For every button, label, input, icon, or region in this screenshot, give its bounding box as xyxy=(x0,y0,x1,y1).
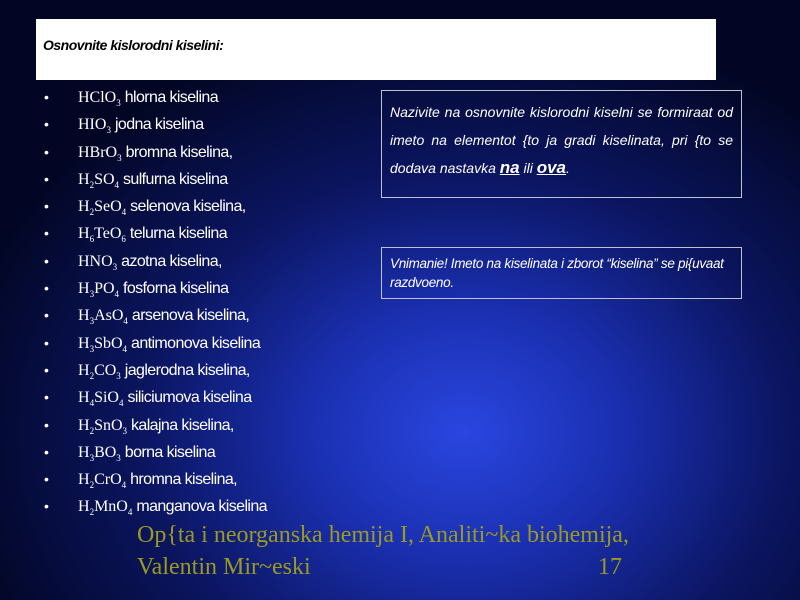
acid-name: telurna kiselina xyxy=(129,225,228,243)
acid-list-item xyxy=(44,220,267,247)
acid-formula: $HNO_3$ xyxy=(78,252,118,272)
acid-name: azotna kiselina, xyxy=(121,252,222,270)
acid-name: sulfurna kiselina xyxy=(123,170,228,188)
acid-list-item xyxy=(44,357,267,384)
acid-list-item xyxy=(44,111,267,138)
bullet-icon: • xyxy=(44,307,49,324)
title-box xyxy=(36,19,716,80)
suffix-na: na xyxy=(499,158,520,177)
bullet-icon: • xyxy=(44,198,49,215)
bullet-icon: • xyxy=(44,361,49,378)
slide-title: Osnovnite kislorodni kiselini: xyxy=(43,37,224,53)
attention-text: Vnimanie! Imeto na kiselinata i zborot “kiselina” se pi{uvaat razdvoeno. xyxy=(390,256,724,290)
acid-list xyxy=(44,84,267,521)
acid-name: hromna kiselina, xyxy=(130,471,238,489)
acid-name: kalajna kiselina, xyxy=(131,416,234,434)
bullet-icon: • xyxy=(44,471,49,488)
acid-formula: $H_2CO_3$ xyxy=(78,361,121,382)
acid-list-item xyxy=(44,139,267,166)
acid-formula: $H_6TeO_6$ xyxy=(78,225,126,245)
rule-end: . xyxy=(566,160,570,176)
bullet-icon: • xyxy=(44,498,49,515)
acid-list-item xyxy=(44,466,267,493)
acid-formula: $H_2SnO_3$ xyxy=(78,416,128,436)
acid-formula: $H_2SeO_4$ xyxy=(78,198,127,218)
acid-name: bromna kiselina, xyxy=(125,143,233,161)
rule-text: Nazivite na osnovnite kislorodni kiselni se formiraat od imeto na elementot {to ja gradi kiselinata, pri {to se dodava nastavka xyxy=(390,104,733,176)
acid-formula: $H_3PO_4$ xyxy=(78,280,120,300)
acid-formula: $HIO_3$ xyxy=(78,116,111,136)
bullet-icon: • xyxy=(44,443,49,460)
acid-list-item xyxy=(44,275,267,302)
acid-formula: $H_2SO_4$ xyxy=(78,170,120,191)
bullet-icon: • xyxy=(44,389,49,406)
acid-formula: $H_4SiO_4$ xyxy=(78,389,124,409)
bullet-icon: • xyxy=(44,143,49,160)
acid-name: manganova kiselina xyxy=(136,498,267,516)
acid-name: selenova kiselina, xyxy=(130,198,246,216)
bullet-icon: • xyxy=(44,225,49,242)
acid-formula: HBrO$_3$ xyxy=(78,143,122,163)
acid-list-item xyxy=(44,248,267,275)
bullet-icon: • xyxy=(44,280,49,297)
acid-list-item xyxy=(44,439,267,466)
bullet-icon: • xyxy=(44,116,49,133)
acid-name: jodna kiselina xyxy=(114,116,204,134)
page-number: 17 xyxy=(598,554,622,580)
acid-formula: $H_2MnO_4$ xyxy=(78,498,133,518)
acid-name: jaglerodna kiselina, xyxy=(124,361,250,379)
acid-list-item xyxy=(44,412,267,439)
acid-list-item xyxy=(44,302,267,329)
acid-formula: $H_3SbO_4$ xyxy=(78,334,128,354)
acid-list-item xyxy=(44,193,267,220)
acid-name: fosforna kiselina xyxy=(123,280,229,298)
attention-box xyxy=(381,247,742,299)
bullet-icon: • xyxy=(44,416,49,433)
footer-text: Op{ta i neorganska hemija I, Analiti~ka biohemija, Valentin Mir~eski xyxy=(137,522,629,580)
bullet-icon: • xyxy=(44,170,49,187)
acid-name: siliciumova kiselina xyxy=(127,389,252,407)
acid-formula: $H_3BO_3$ xyxy=(78,443,121,464)
bullet-icon: • xyxy=(44,89,49,105)
acid-list-item xyxy=(44,384,267,411)
acid-list-item xyxy=(44,84,267,111)
acid-formula: HClO$_3$ xyxy=(78,89,121,109)
naming-rule-box xyxy=(381,90,742,198)
bullet-icon: • xyxy=(44,252,49,269)
bullet-icon: • xyxy=(44,334,49,351)
acid-formula: $H_2CrO_4$ xyxy=(78,471,127,491)
acid-list-item xyxy=(44,493,267,520)
acid-list-item xyxy=(44,330,267,357)
acid-list-item xyxy=(44,166,267,193)
acid-name: hlorna kiselina xyxy=(124,89,219,106)
acid-formula: $H_3AsO_4$ xyxy=(78,307,128,327)
acid-name: antimonova kiselina xyxy=(131,334,261,352)
rule-or: ili xyxy=(519,160,537,176)
acid-name: arsenova kiselina, xyxy=(131,307,250,325)
suffix-ova: ova xyxy=(536,158,567,177)
acid-name: borna kiselina xyxy=(124,443,216,461)
